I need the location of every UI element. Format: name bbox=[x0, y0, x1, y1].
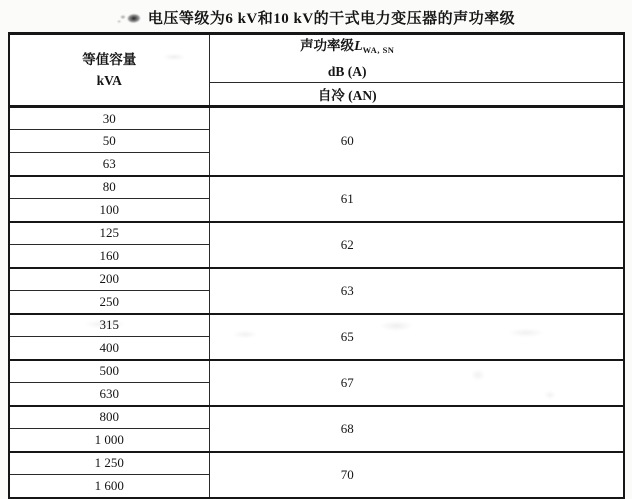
capacity-cell: 80 bbox=[9, 176, 209, 199]
level-cell: 65 bbox=[209, 314, 624, 360]
table-row bbox=[9, 452, 624, 475]
level-cell: 60 bbox=[209, 107, 624, 176]
level-cell: 62 bbox=[209, 222, 624, 268]
capacity-cell: 125 bbox=[9, 222, 209, 245]
table-row bbox=[9, 406, 624, 429]
caption-text: 电压等级为6 kV和10 kV的干式电力变压器的声功率级 bbox=[147, 11, 516, 27]
sound-power-table bbox=[8, 32, 625, 499]
level-cell: 63 bbox=[209, 268, 624, 314]
level-cell: 70 bbox=[209, 452, 624, 498]
capacity-cell: 400 bbox=[9, 337, 209, 360]
capacity-cell: 100 bbox=[9, 199, 209, 222]
capacity-cell: 63 bbox=[9, 153, 209, 176]
capacity-cell: 1 000 bbox=[9, 429, 209, 452]
capacity-header-label: 等值容量 bbox=[82, 52, 137, 67]
table-row bbox=[9, 107, 624, 130]
level-cell: 61 bbox=[209, 176, 624, 222]
table-caption bbox=[0, 7, 632, 28]
table-row bbox=[9, 176, 624, 199]
capacity-cell: 800 bbox=[9, 406, 209, 429]
capacity-cell: 1 600 bbox=[9, 475, 209, 498]
capacity-header-unit: kVA bbox=[96, 73, 122, 88]
cooling-header-cell: 自冷 (AN) bbox=[209, 83, 624, 107]
level-header-title: 声功率级$L_{WA, SN}$ bbox=[300, 38, 395, 55]
level-symbol: L bbox=[354, 39, 363, 54]
capacity-header-cell bbox=[9, 34, 209, 107]
capacity-cell: 1 250 bbox=[9, 452, 209, 475]
table-row bbox=[9, 360, 624, 383]
level-cell: 67 bbox=[209, 360, 624, 406]
table-row bbox=[9, 314, 624, 337]
table-row bbox=[9, 268, 624, 291]
smudged-table-number bbox=[116, 10, 141, 26]
level-header-unit: dB (A) bbox=[327, 64, 367, 79]
level-header-cell bbox=[209, 34, 624, 83]
capacity-cell: 200 bbox=[9, 268, 209, 291]
capacity-cell: 30 bbox=[9, 107, 209, 130]
capacity-cell: 250 bbox=[9, 291, 209, 314]
level-cell: 68 bbox=[209, 406, 624, 452]
capacity-cell: 630 bbox=[9, 383, 209, 406]
capacity-cell: 315 bbox=[9, 314, 209, 337]
level-symbol-subscript: WA, SN bbox=[362, 45, 395, 55]
capacity-cell: 160 bbox=[9, 245, 209, 268]
capacity-cell: 50 bbox=[9, 130, 209, 153]
capacity-cell: 500 bbox=[9, 360, 209, 383]
header-row-1 bbox=[9, 34, 624, 83]
table-row bbox=[9, 222, 624, 245]
